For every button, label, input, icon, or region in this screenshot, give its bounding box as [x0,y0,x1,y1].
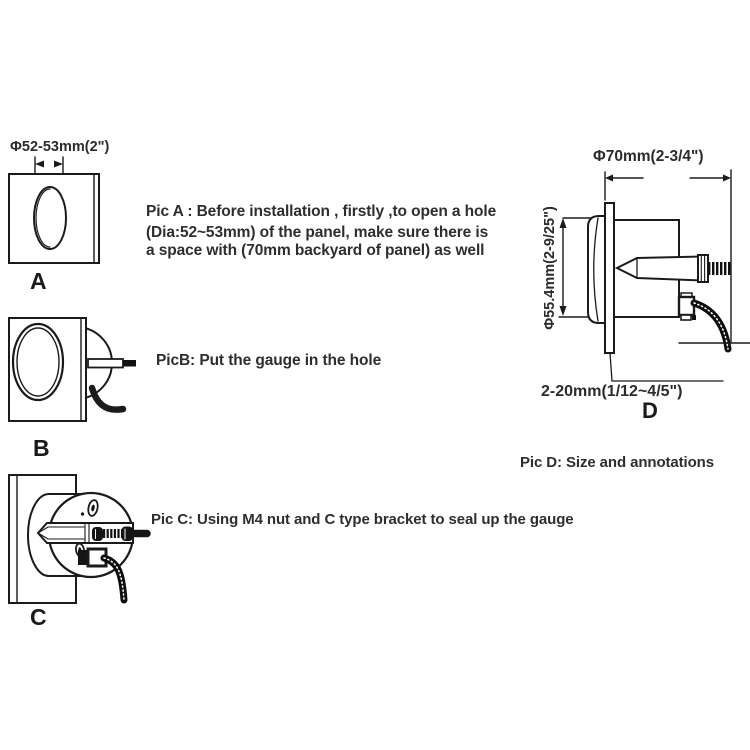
pic-b-letter: B [33,435,50,461]
pic-a-letter: A [30,268,47,294]
pic-b-caption: PicB: Put the gauge in the hole [156,352,382,369]
pic-a-dimension-label: Φ52-53mm(2") [10,139,110,155]
pic-d-left-dimension-label: Φ55.4mm(2-9/25") [542,206,558,330]
pic-a-caption-line2: (Dia:52~53mm) of the panel, make sure there is [146,224,489,241]
pic-c-bracket-mounting-drawing [0,470,175,640]
pic-b-gauge-in-hole-drawing [0,310,150,470]
pic-d-letter: D [642,398,658,423]
pic-d-caption: Pic D: Size and annotations [520,454,714,471]
pic-a-caption-line1: Pic A : Before installation , firstly ,to open a hole [146,203,497,220]
pic-a-caption-line3: a space with (70mm backyard of panel) as well [146,242,485,259]
pic-c-letter: C [30,604,47,630]
pic-d-top-dimension-label: Φ70mm(2-3/4") [593,148,704,165]
pic-a-caption [146,203,496,260]
pic-c-caption: Pic C: Using M4 nut and C type bracket to seal up the gauge [151,511,574,528]
pic-a-panel-hole-drawing [0,135,145,300]
pic-d-bottom-dimension-label: 2-20mm(1/12~4/5") [541,383,683,400]
